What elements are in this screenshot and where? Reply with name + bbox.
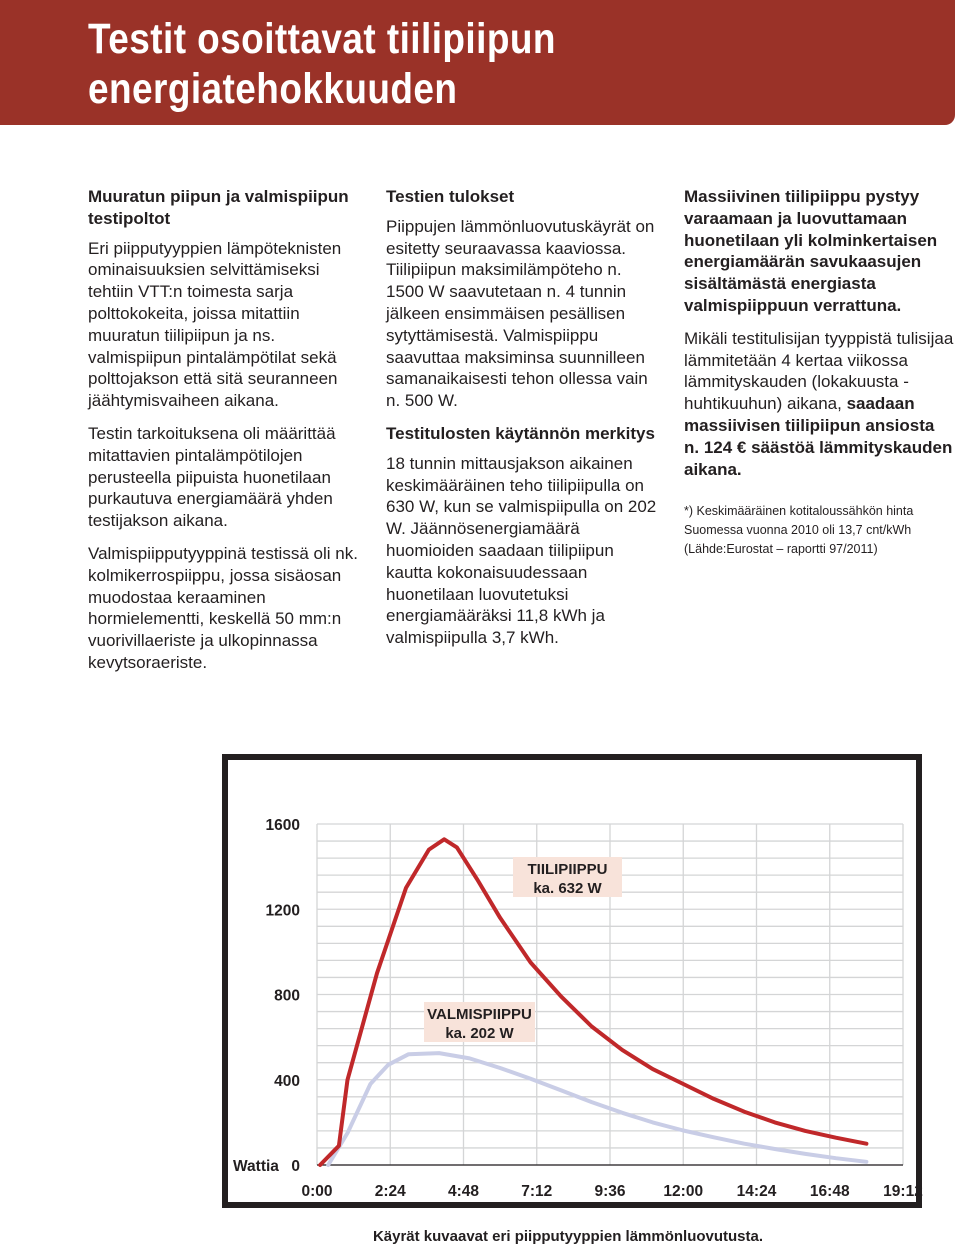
series-average-label: ka. 632 W: [533, 880, 602, 897]
x-tick-label: 14:24: [736, 1183, 777, 1200]
y-axis-label: Wattia: [233, 1158, 279, 1175]
page-title: Testit osoittavat tiilipiipun energiatehokkuuden: [88, 15, 556, 113]
lead-paragraph: Massiivinen tiilipiippu pystyy varaamaan ja luovuttamaan huonetilaan yli kolminkertaisen energiamäärän savukaasujen sisältämästä energiasta valmispiippuun verrattuna.: [684, 187, 938, 315]
column-1-heading: Muuratun piipun ja valmispiipun testipoltot: [88, 187, 349, 228]
footnote: *) Keskimääräinen kotitaloussähkön hinta Suomessa vuonna 2010 oli 13,7 cnt/kWh (Lähde:Eurostat – raportti 97/2011): [684, 504, 914, 557]
significance-heading: Testitulosten käytännön merkitys: [386, 423, 655, 443]
results-heading: Testien tulokset: [386, 187, 515, 206]
series-name-label: VALMISPIIPPU: [427, 1006, 532, 1023]
column-1-paragraph: Eri piipputyyppien lämpöteknisten ominaisuuksien selvittämiseksi tehtiin VTT:n toimesta sarja polttokokeita, joissa mitattiin muuratun tiilipiipun ja ns. valmispiipun pintalämpötilat sekä polttojakson että sitä seuranneen jäähtymisvaiheen aikana.: [88, 238, 342, 411]
savings-text: Mikäli testitulisijan tyyppistä tulisijaa lämmitetään 4 kertaa viikossa lämmityskauden (lokakuusta - huhtikuuhun) aikana,: [684, 328, 954, 414]
y-tick-label: 400: [274, 1072, 300, 1090]
y-tick-label: 1600: [265, 817, 300, 834]
x-tick-label: 7:12: [521, 1183, 553, 1200]
column-1-paragraph: Valmispiipputyyppinä testissä oli nk. kolmikerrospiippu, jossa sisäosan muodostaa keraaminen hormielementti, keskellä 50 mm:n vuorivillaeriste ja ulkopinnassa kevytsoraeriste.: [88, 543, 358, 672]
series-average-label: ka. 202 W: [445, 1025, 514, 1042]
savings-emphasis: saadaan massiivisen tiilipiipun ansiosta n. 124 € säästöä lämmityskauden aikana.: [684, 394, 953, 479]
x-tick-label: 2:24: [374, 1183, 406, 1200]
y-tick-label: 1200: [265, 902, 300, 920]
y-tick-label: 800: [274, 987, 300, 1005]
results-paragraph: Piippujen lämmönluovutuskäyrät on esitetty seuraavassa kaaviossa. Tiilipiipun maksimilämpöteho n. 1500 W saavutetaan n. 4 tunnin jälkeen ensimmäisen pesällisen sytyttämisestä. Valmispiippu saavuttaa maksiminsa suunnilleen samanaikaisesti tehon ollessa vain n. 500 W.: [386, 216, 655, 411]
x-tick-label: 9:36: [594, 1183, 626, 1200]
x-tick-label: 12:00: [663, 1183, 704, 1200]
x-tick-label: 19:12: [883, 1183, 923, 1200]
x-tick-label: 4:48: [447, 1183, 480, 1200]
series-name-label: TIILIPIIPPU: [527, 861, 608, 878]
significance-paragraph: 18 tunnin mittausjakson aikainen keskimääräinen teho tiilipiipulla on 630 W, kun se valmispiipulla on 202 W. Jäännösenergiamäärä huomioiden saadaan tiilipiipun kautta kokonaisuudessaan huonetilaan luovutetuksi energiamääräksi 11,8 kWh ja valmispiipulla 3,7 kWh.: [386, 453, 657, 648]
chart-caption: Käyrät kuvaavat eri piipputyyppien lämmönluovutusta.: [372, 1228, 764, 1245]
column-1-paragraph: Testin tarkoituksena oli määrittää mitattavien pintalämpötilojen perusteella piipuista huonetilaan purkautuva energiamäärä yhden testijakson aikana.: [88, 423, 336, 531]
x-tick-label: 0:00: [301, 1183, 333, 1200]
x-tick-label: 16:48: [809, 1183, 850, 1200]
y-tick-label: 0: [291, 1158, 300, 1175]
